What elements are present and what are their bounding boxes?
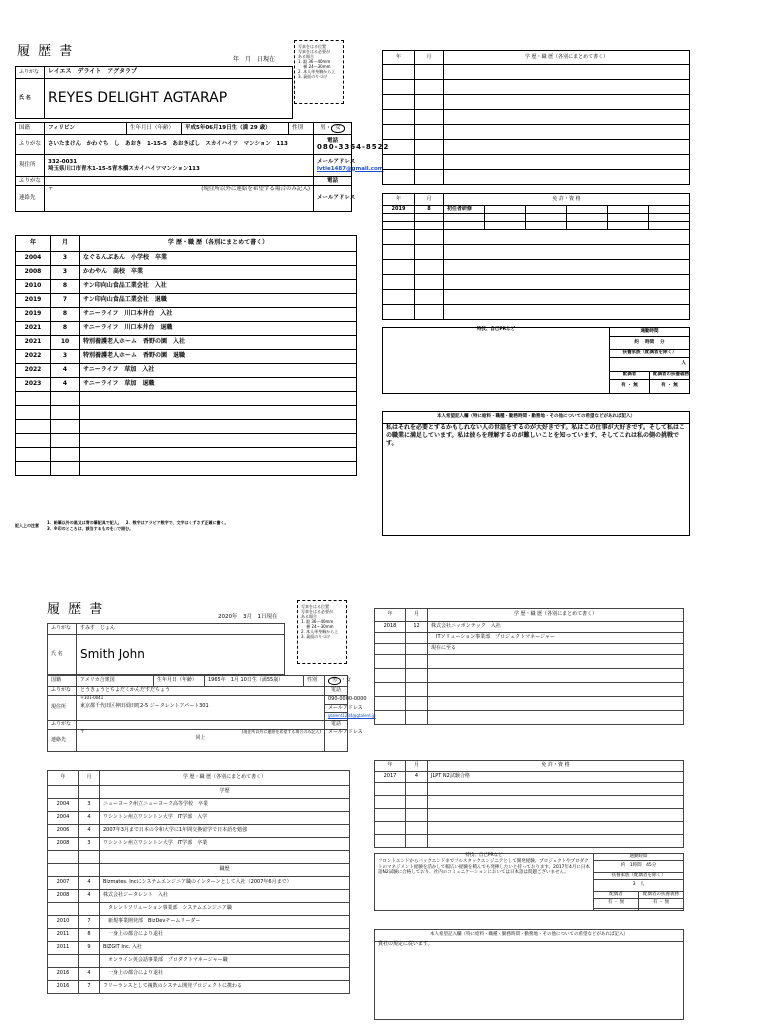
entry: サン印向山食品工業会社 入社 (80, 280, 357, 294)
month: 7 (51, 294, 80, 308)
resume-1-pr-table (382, 327, 690, 394)
empty-row (16, 434, 357, 448)
label: 性別 (289, 123, 314, 135)
month: 8 (79, 929, 100, 942)
year-header: 年 (383, 51, 415, 65)
year-header: 年 (375, 609, 406, 622)
entry: サニーライフ 川口本井台 入社 (80, 308, 357, 322)
year: 2021 (16, 336, 51, 350)
spouse-label: 配偶者 (594, 892, 639, 899)
contact-cell (77, 730, 325, 752)
gender-separator: ・ (341, 677, 347, 684)
email-label: メールアドレス (325, 730, 348, 752)
notes-label: 記入上の注意 (15, 523, 39, 528)
empty-row (16, 392, 357, 406)
entry: 一身上の都合により退社 (100, 929, 350, 942)
address-value: 埼玉県川口市青木1-15-5青木橋スカイハイツマンション113 (48, 165, 200, 172)
table-row (48, 799, 350, 812)
birth-value: 平成5年06月19日生（満 29 歳） (182, 123, 289, 135)
zip-value: 〒101-0041 (80, 695, 104, 700)
month: 8 (51, 308, 80, 322)
table-row (16, 322, 357, 336)
entry: ITソリューション事業部 プロジェクトマネージャー (428, 633, 684, 644)
resume-title: 履 歴 書 (17, 44, 75, 59)
work-heading: 職歴 (100, 864, 350, 877)
label: ふりがな (48, 624, 77, 635)
photo-note-line: 横 24～30mm (298, 64, 331, 69)
pr-label: 特技、自己PRなど (383, 328, 610, 394)
history-header: 学 歴・職 歴（各別にまとめて書く） (100, 771, 350, 786)
name-value: Smith John (77, 635, 285, 675)
photo-note-line: 1. 縦 36～40mm (298, 59, 331, 64)
dependents-label: 扶養家族（配偶者を除く） (610, 350, 690, 358)
month: 4 (79, 877, 100, 890)
phone-value: 090-0000-0000 (325, 696, 348, 705)
table-row (16, 308, 357, 322)
entry: サニーライフ 草加 入社 (80, 364, 357, 378)
resume-2-wish-table (374, 929, 684, 1020)
license-header: 免 許・資 格 (444, 194, 690, 206)
table-row (48, 877, 350, 890)
contact-value: 同上 (195, 734, 206, 741)
month: 10 (51, 336, 80, 350)
year: 2021 (16, 322, 51, 336)
year: 2016 (48, 968, 79, 981)
spouse-duty-label: 配偶者の扶養義務 (639, 892, 684, 899)
entry: サニーライフ 草加 退職 (80, 378, 357, 392)
phone-cell (314, 135, 390, 155)
photo-note-line: 写真をはる必要が (301, 609, 333, 614)
year-header: 年 (375, 761, 406, 772)
table-row (48, 812, 350, 825)
notes (15, 520, 355, 532)
resume-2-name-table (47, 623, 285, 675)
year (375, 633, 406, 644)
photo-note-line: 写真をはる位置 (298, 44, 326, 49)
gender-male-circled: 男 (328, 677, 341, 685)
label: 氏 名 (16, 79, 45, 119)
empty-row (16, 462, 357, 476)
table-row (48, 968, 350, 981)
address-value: 東京都千代田区神田須田町2-5 ジータレントアパート301 (80, 703, 209, 710)
month: 4 (406, 772, 428, 783)
phone-value: 080-3364-8522 (317, 142, 390, 151)
spouse-duty-label: 配偶者の扶養義務 (650, 372, 690, 380)
month: 8 (51, 322, 80, 336)
month (406, 644, 428, 655)
table-row (16, 280, 357, 294)
wish-text: 私はそれを必要とするかもしれない人の世話をするのが大好きです。私はこの仕事が大好きです。そして私はこの職業に満足しています。私は彼らを理解するのが難しいことを知っています、そしてこれは私の側の挑戦です。 (383, 424, 690, 536)
entry: フリーランスとして複数のシステム開発プロジェクトに携わる (100, 981, 350, 994)
photo-note-line: 写真をはる必要が (298, 49, 330, 54)
entry: 特別養護老人ホーム 香野の園 入社 (80, 336, 357, 350)
month-header: 月 (51, 236, 80, 252)
month (79, 955, 100, 968)
year: 2017 (375, 772, 406, 783)
nationality-value: フィリピン (45, 123, 127, 135)
entry: 特別養護老人ホーム 香野の園 退職 (80, 350, 357, 364)
photo-note-line: 2. 本人単身胸から上 (301, 629, 339, 634)
wish-label: 本人希望記入欄（特に給料・職種・勤務時間・勤務地・その他についての希望などがあれば記入） (383, 412, 690, 424)
table-row (16, 378, 357, 392)
year (48, 955, 79, 968)
month: 3 (51, 266, 80, 280)
month (406, 633, 428, 644)
gender-value (325, 676, 352, 687)
contact-zip: 〒 (48, 186, 54, 192)
resume-1-history-table (15, 235, 357, 476)
month: 8 (415, 206, 444, 214)
resume-1-info-table (15, 122, 390, 212)
spouse-value: 有 ・ 無 (610, 380, 650, 394)
resume-1-wish-table (382, 411, 690, 536)
notes-line: 3．※印のところは、該当するものを○で囲む。 (47, 526, 134, 531)
label: ふりがな (48, 721, 77, 730)
year: 2004 (48, 799, 79, 812)
month: 9 (79, 942, 100, 955)
gender-separator: ・ (325, 125, 332, 132)
name-value: REYES DELIGHT AGTARAP (45, 79, 293, 119)
label: 氏 名 (48, 635, 77, 675)
label: 現住所 (48, 696, 77, 721)
entry: かわやん 高校 卒業 (80, 266, 357, 280)
month (79, 903, 100, 916)
label: ふりがな (16, 67, 45, 79)
table-row (375, 633, 684, 644)
gender-female: 女 (346, 677, 352, 684)
nationality-value: アメリカ合衆国 (77, 676, 154, 687)
label: 生年月日（年齢） (127, 123, 182, 135)
year: 2008 (48, 838, 79, 851)
label: 連絡先 (16, 186, 45, 212)
furigana-value: すみす じょん (77, 624, 285, 635)
entry: オンライン英会話事業部 プロダクトマネージャー職 (100, 955, 350, 968)
month-header: 月 (415, 51, 444, 65)
entry: 一身上の都合により退社 (100, 968, 350, 981)
spouse-duty-value: 有 ・ 無 (639, 899, 684, 909)
wish-text: 貴社の規定に従います。 (375, 942, 684, 1020)
month: 8 (51, 280, 80, 294)
phone-label: 電話 (325, 687, 348, 696)
contact-zip: 〒 (80, 729, 86, 735)
notes-line: 1．鉛筆以外の黒又は青の筆記具で記入。 2．数字はアラビア数字で、文字はくずさず正確に書く。 (47, 520, 229, 525)
year: 2011 (48, 929, 79, 942)
month: 3 (51, 350, 80, 364)
history-header: 学 歴・職 歴（各別にまとめて書く） (444, 51, 690, 65)
entry: ワシントン州立ワシントン大学 IT学部 入学 (100, 812, 350, 825)
table-row (48, 825, 350, 838)
table-row (375, 772, 684, 783)
dependents-label: 扶養家族（配偶者を除く） (594, 873, 684, 880)
date-label: 年 月 日現在 (233, 56, 276, 63)
entry: ニューヨーク州立ニューヨーク高等学校 卒業 (100, 799, 350, 812)
resume-2-right-history-table (374, 608, 684, 725)
photo-note-line: 横 24～30mm (301, 624, 334, 629)
year: 2022 (16, 350, 51, 364)
year-header: 年 (16, 236, 51, 252)
entry: なぐるんぶあん 小学校 卒業 (80, 252, 357, 266)
month: 3 (79, 799, 100, 812)
photo-note-line: 3. 裏面のりづけ (298, 74, 328, 79)
address-cell (77, 696, 325, 721)
year: 2010 (48, 916, 79, 929)
table-row (375, 644, 684, 655)
zip-value: 332-0031 (48, 159, 78, 166)
history-header: 学 歴・職 歴（各別にまとめて書く） (80, 236, 357, 252)
label: ふりがな (48, 687, 77, 696)
entry: BIZGIT Inc. 入社 (100, 942, 350, 955)
email-label: メールアドレス (314, 186, 352, 212)
table-row (16, 336, 357, 350)
entry: 新規事業開発部 BizDevチームリーダー (100, 916, 350, 929)
month: 3 (51, 252, 80, 266)
dependents-value: 3 人 (594, 880, 684, 892)
email-cell (314, 155, 384, 177)
education-heading: 学歴 (100, 786, 350, 799)
label: ふりがな (16, 135, 45, 155)
month: 7 (79, 916, 100, 929)
phone-label: 電話 (314, 177, 352, 186)
label: 国籍 (48, 676, 77, 687)
license-header: 免 許・資 格 (428, 761, 684, 772)
month: 12 (406, 622, 428, 633)
empty-row (16, 448, 357, 462)
table-row (48, 903, 350, 916)
dependents-unit: 人 (610, 358, 690, 372)
label: 現住所 (16, 155, 45, 177)
photo-note-line: ある場合 (301, 614, 317, 619)
table-row (383, 206, 690, 214)
table-row (16, 294, 357, 308)
entry: 現在に至る (428, 644, 684, 655)
resume-1-right-history-table (382, 50, 690, 185)
month: 4 (79, 968, 100, 981)
year: 2019 (383, 206, 415, 214)
commute-label: 通勤時間 (594, 854, 684, 861)
year-header: 年 (48, 771, 79, 786)
resume-title: 履 歴 書 (47, 602, 105, 617)
table-row (375, 622, 684, 633)
year: 2010 (16, 280, 51, 294)
photo-note-line: 写真をはる位置 (301, 604, 329, 609)
year: 2019 (16, 308, 51, 322)
photo-note-line: 1. 縦 36～40mm (301, 619, 334, 624)
year: 2016 (48, 981, 79, 994)
label: 生年月日（年齢） (154, 676, 205, 687)
resume-2-pr-table (374, 853, 684, 911)
year: 2007 (48, 877, 79, 890)
year: 2006 (48, 825, 79, 838)
commute-label: 通勤時間 (610, 328, 690, 337)
entry: ワシントン州立ワシントン大学 IT学部 卒業 (100, 838, 350, 851)
furigana-value: レイエス デライト アグタラプ (45, 67, 293, 79)
entry: 株式会社ニッポンテック 入社 (428, 622, 684, 633)
photo-note-line: 3. 裏面のりづけ (301, 634, 331, 639)
birth-value: 1965年 1月 10日生（満55歳） (205, 676, 304, 687)
table-row (16, 266, 357, 280)
date-label: 2020年 3月 1日現在 (218, 614, 278, 620)
entry: Bizmates. Incにシステムエンジニア職のインターンとして入社（2007年6月まで） (100, 877, 350, 890)
photo-area (294, 40, 344, 104)
email-label: メールアドレス (325, 705, 348, 713)
pr-text: フロントエンドからバックエンドまでフルスタックエンジニアとして開発経験、プロジェクトやプロダクトのマネジメント経験を活かして幅広い経験を積んでも発揮したいと持っております。2017年4月に日本語N2試験に合格しており、社内のコミュニケーションにおいては日本語は問題ございません。 (378, 858, 590, 876)
contact-cell (45, 186, 314, 212)
table-row (48, 916, 350, 929)
month: 4 (51, 364, 80, 378)
entry: 2007年3月まで日本の令和大学に1年間交換留学で日本語を勉強 (100, 825, 350, 838)
entry: タレントソリューション事業部 システムエンジニア職 (100, 903, 350, 916)
month-header: 月 (406, 761, 428, 772)
entry: サン印向山食品工業会社 退職 (80, 294, 357, 308)
phone-label: 電話 (326, 137, 338, 144)
entry: 株式会社ジータレント 入社 (100, 890, 350, 903)
year: 2004 (48, 812, 79, 825)
entry: 初任者研修 (444, 206, 485, 214)
table-row (48, 942, 350, 955)
month: 4 (51, 378, 80, 392)
phone-label: 電話 (325, 721, 348, 730)
table-row (48, 838, 350, 851)
year (48, 903, 79, 916)
resume-2-info-table (47, 675, 376, 752)
year: 2008 (16, 266, 51, 280)
pr-label: 特技、自己PRなど (465, 853, 503, 858)
photo-note-line: ある場合 (298, 54, 314, 59)
email-label: メールアドレス (317, 159, 356, 166)
label: 国籍 (16, 123, 45, 135)
history-header: 学 歴・職 歴（各別にまとめて書く） (428, 609, 684, 622)
month: 4 (79, 890, 100, 903)
resume-1-license-table (382, 193, 690, 320)
spouse-duty-value: 有 ・ 無 (650, 380, 690, 394)
year: 2004 (16, 252, 51, 266)
contact-note: (現住所以外に連絡を希望する場合のみ記入) (241, 729, 321, 734)
resume-2-license-table (374, 760, 684, 848)
contact-note: (現住所以外に連絡を希望する場合のみ記入) (201, 186, 310, 192)
table-row (16, 350, 357, 364)
label: 連絡先 (48, 730, 77, 752)
table-row (48, 981, 350, 994)
label: ふりがな (16, 177, 45, 186)
month-header: 月 (406, 609, 428, 622)
month-header: 月 (415, 194, 444, 206)
address-furigana: とうきょうとちよだくかんだすだちょう (77, 687, 325, 696)
year: 2018 (375, 622, 406, 633)
resume-2-history-table (47, 770, 350, 994)
label: 性別 (304, 676, 325, 687)
table-row (16, 364, 357, 378)
month: 3 (79, 838, 100, 851)
gender-value (314, 123, 352, 135)
personal-info-table (15, 66, 293, 119)
month: 7 (79, 981, 100, 994)
email-link[interactable]: lvtie1487@gmail.com (317, 165, 384, 172)
table-row (16, 252, 357, 266)
gender-male: 男 (320, 125, 326, 132)
gender-female-circled: 女 (331, 124, 345, 132)
photo-area (297, 600, 347, 664)
year: 2011 (48, 942, 79, 955)
wish-label: 本人希望記入欄（特に給料・職種・勤務時間・勤務地・その他についての希望などがあれば記入） (375, 930, 684, 942)
year: 2008 (48, 890, 79, 903)
month: 4 (79, 812, 100, 825)
table-row (48, 929, 350, 942)
year: 2019 (16, 294, 51, 308)
empty-row (16, 406, 357, 420)
table-row (48, 890, 350, 903)
year: 2022 (16, 364, 51, 378)
year: 2023 (16, 378, 51, 392)
pr-cell (375, 854, 594, 911)
table-row (48, 955, 350, 968)
spouse-label: 配偶者 (610, 372, 650, 380)
entry: JLPT N2試験合格 (428, 772, 684, 783)
year-header: 年 (383, 194, 415, 206)
spouse-value: 有 ・ 無 (594, 899, 639, 909)
empty-row (16, 420, 357, 434)
photo-note-line: 2. 本人単身胸から上 (298, 69, 336, 74)
month: 4 (79, 825, 100, 838)
year (375, 644, 406, 655)
commute-value: 約 1時間 45分 (594, 861, 684, 873)
month-header: 月 (79, 771, 100, 786)
address-furigana: さいたまけん かわぐち し あおき 1-15-5 あおきばし スカイハイツ マンション 113 (45, 135, 314, 155)
entry: サニーライフ 川口本井台 退職 (80, 322, 357, 336)
empty-cell (45, 177, 314, 186)
commute-value: 約 時間 分 (610, 337, 690, 350)
address-cell (45, 155, 314, 177)
email-link[interactable]: gtalent1234@gtalent.jp (325, 713, 348, 721)
